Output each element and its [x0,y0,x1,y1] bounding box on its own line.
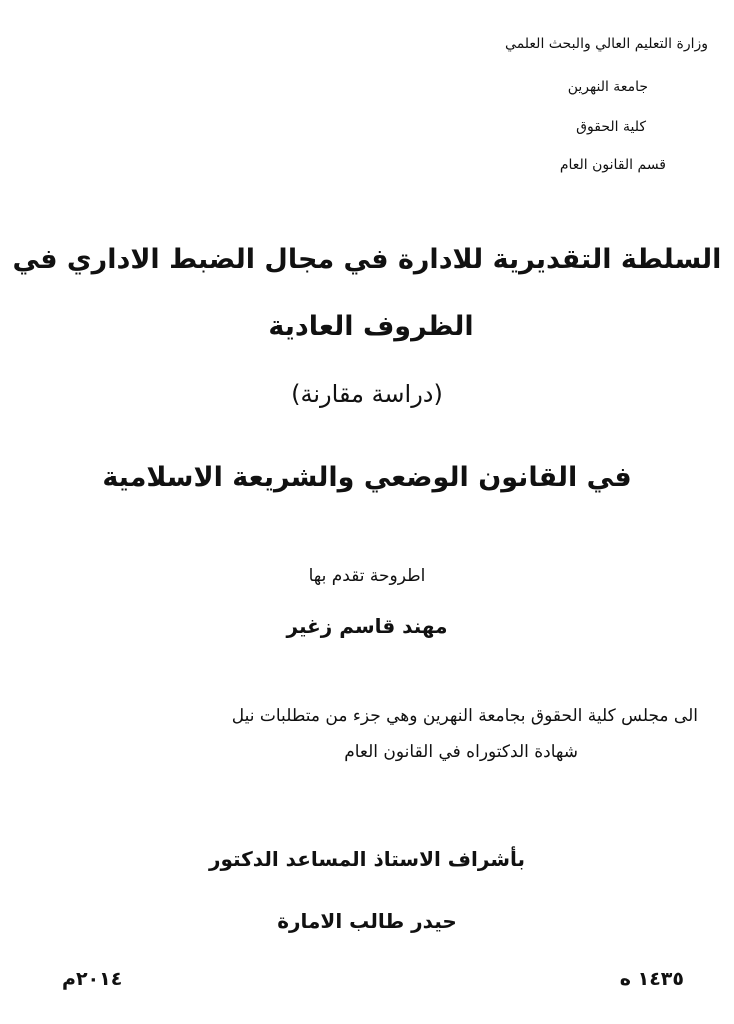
thesis-subtitle: (دراسة مقارنة) [291,380,443,408]
gregorian-date: ٢٠١٤م [62,968,123,990]
department-name: قسم القانون العام [559,157,666,173]
college-name: كلية الحقوق [576,119,646,135]
university-name: جامعة النهرين [567,79,648,95]
thesis-title-line-2: الظروف العادية [268,311,474,342]
supervisor-name: حيدر طالب الامارة [277,909,457,933]
thesis-title-line-3: في القانون الوضعي والشريعة الاسلامية [102,462,632,493]
hijri-date: ١٤٣٥ ه [619,968,684,990]
ministry-name: وزارة التعليم العالي والبحث العلمي [505,36,708,52]
supervision-label: بأشراف الاستاذ المساعد الدكتور [208,847,526,871]
submission-description-line-1: الى مجلس كلية الحقوق بجامعة النهرين وهي جزء من متطلبات نيل [231,706,698,726]
author-name: مهند قاسم زغير [286,614,448,638]
submission-description-line-2: شهادة الدكتوراه في القانون العام [344,742,578,762]
thesis-title-line-1: السلطة التقديرية للادارة في مجال الضبط الاداري في [12,244,722,275]
presented-by-label: اطروحة تقدم بها [308,566,426,586]
